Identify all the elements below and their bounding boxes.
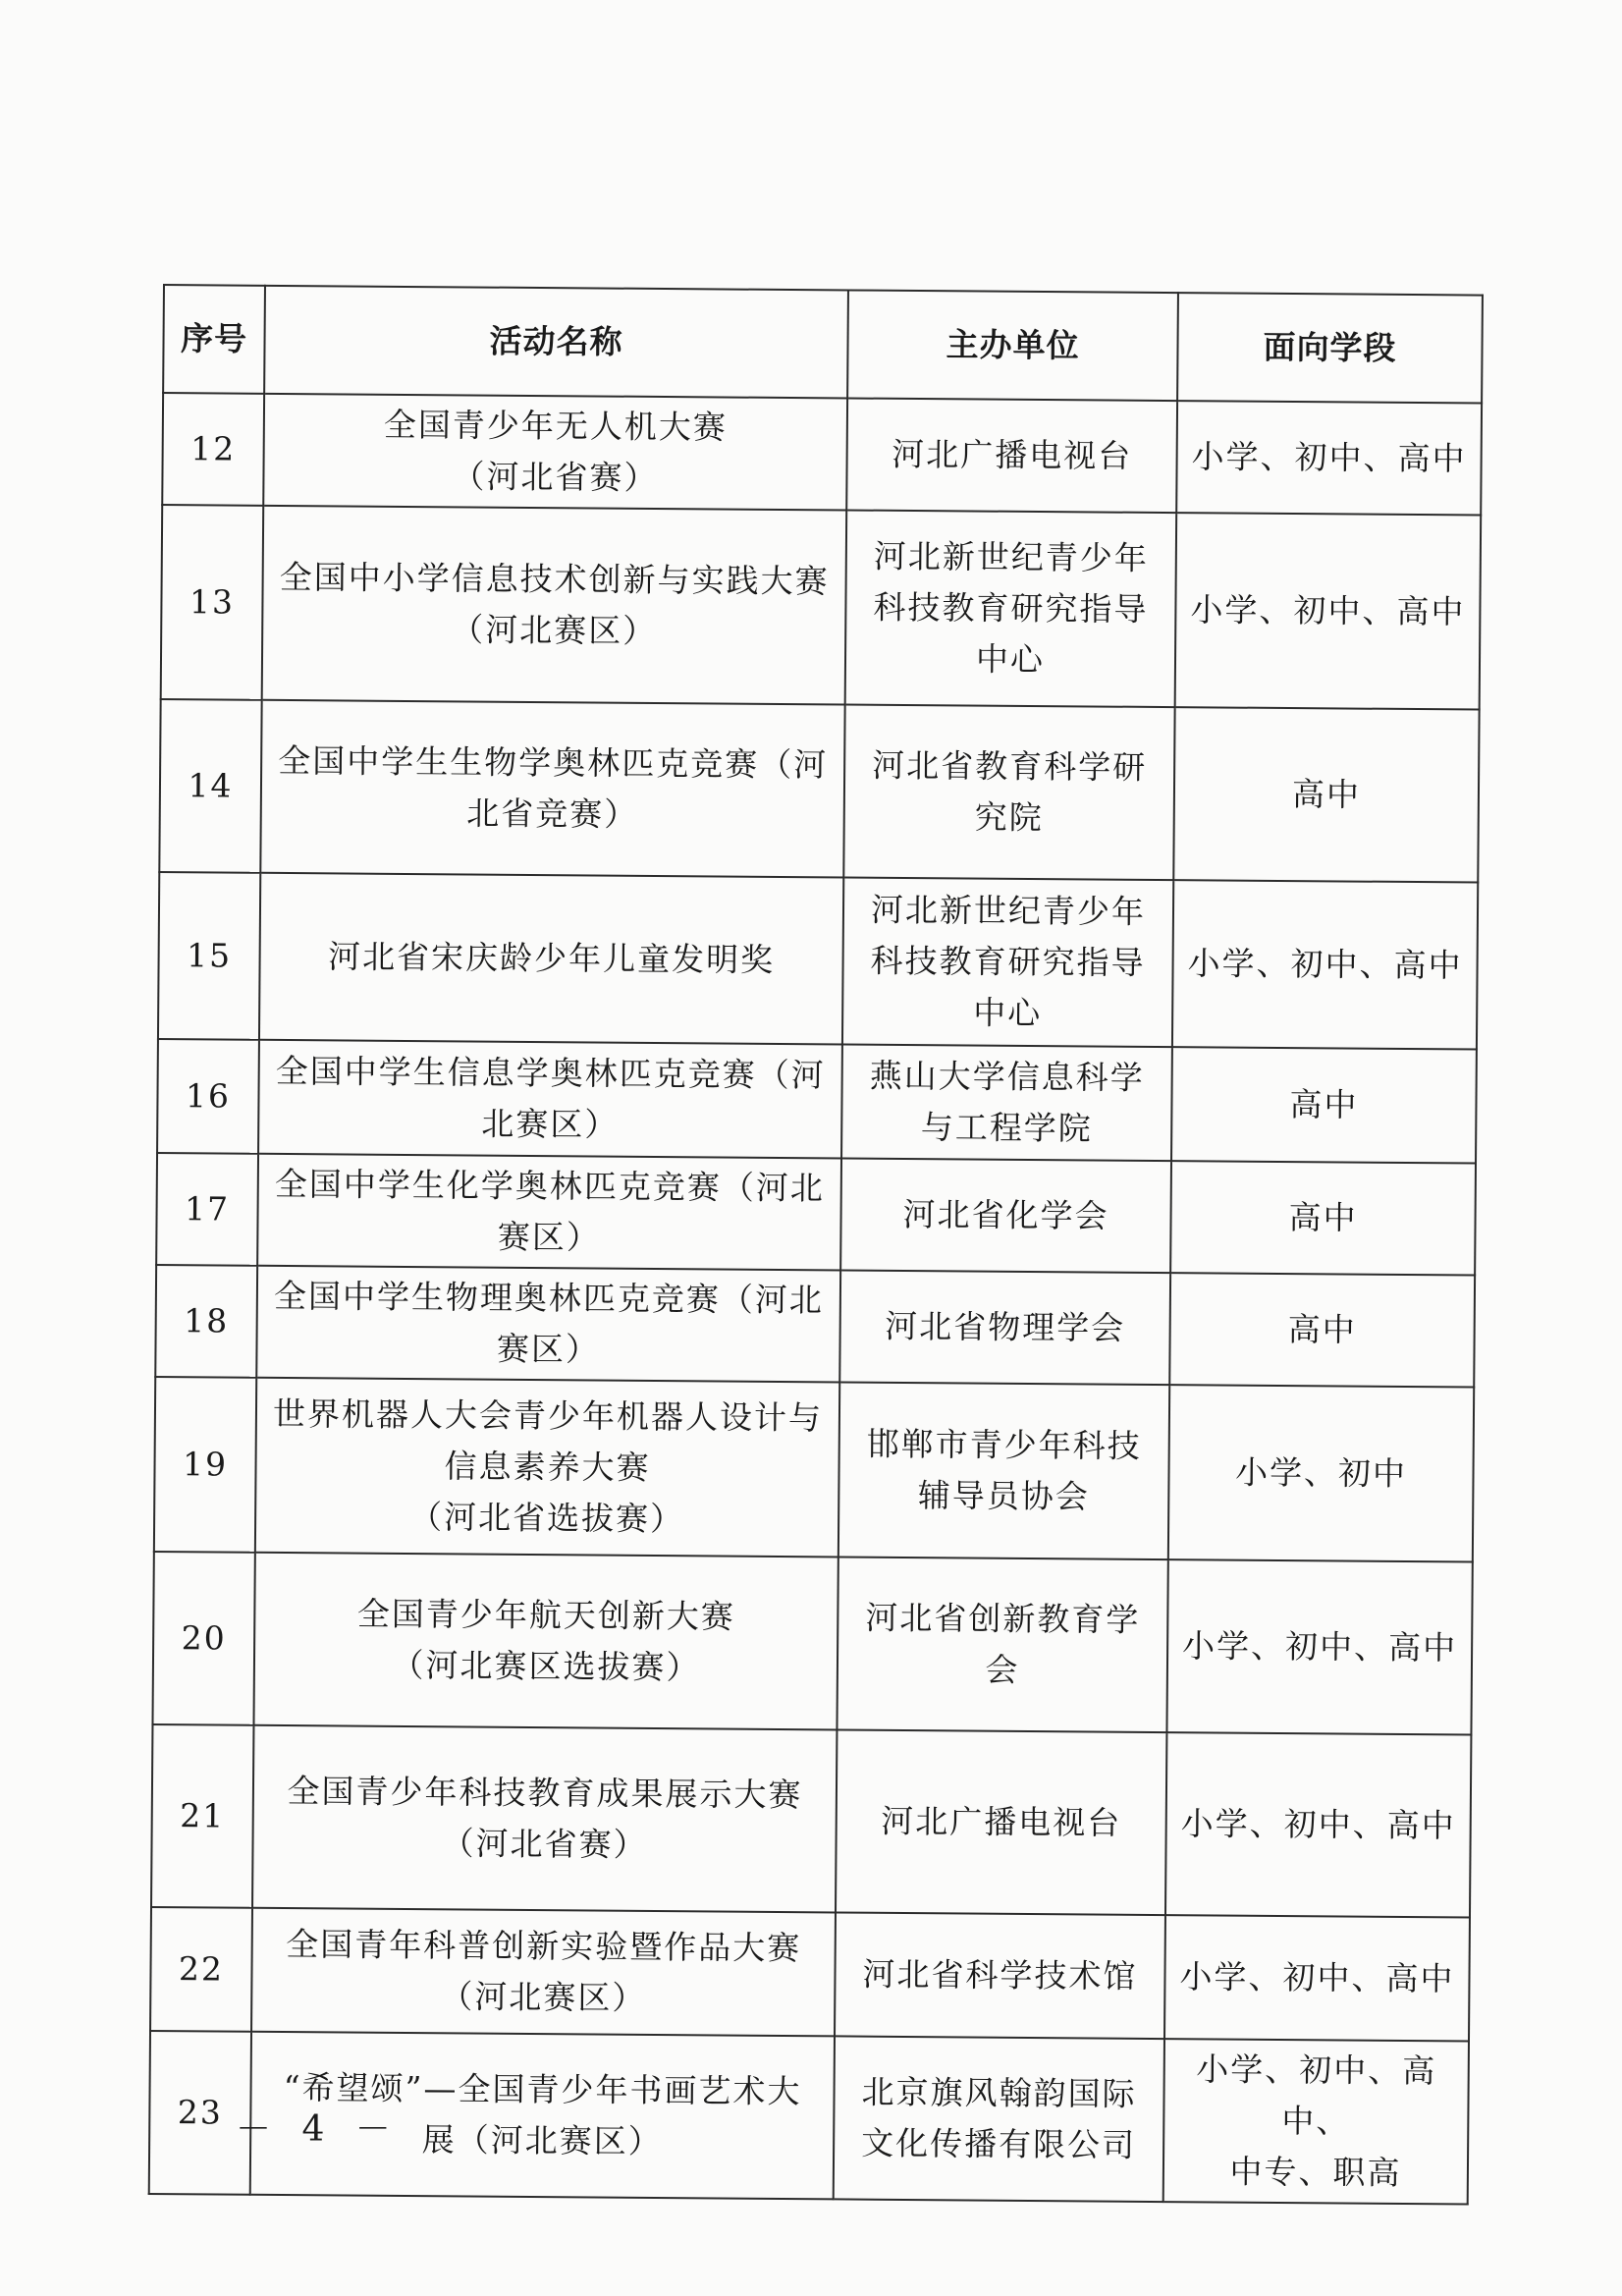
cell-activity-name-line: “希望颂”—全国青少年书画艺术大 [283,2068,802,2111]
cell-serial-number: 17 [156,1153,258,1266]
cell-activity-name-line: 全国中小学信息技术创新与实践大赛 [279,557,830,601]
cell-school-level [1170,1161,1476,1275]
cell-school-level-line: 小学、初中、高中、 [1196,2050,1437,2141]
cell-school-level [1171,1047,1477,1163]
cell-organizer-line: 河北新世纪青少年 [870,890,1147,931]
cell-organizer-line: 北京旗风翰韵国际 [861,2072,1137,2113]
cell-activity-name-line: 全国中学生物理奥林匹克竞赛（河北 [273,1276,825,1320]
cell-organizer-line: 河北省教育科学研 [872,745,1148,787]
cell-school-level [1163,2039,1469,2204]
activities-table [148,284,1484,2206]
cell-organizer-line: 河北省科学技术馆 [862,1954,1138,1995]
cell-organizer [843,704,1174,880]
cell-organizer [835,1912,1165,2039]
cell-organizer-line: 河北广播电视台 [881,1801,1122,1842]
cell-activity-name-line: 赛区） [497,1217,602,1257]
cell-activity-name [256,1266,840,1383]
cell-activity-name-line: 全国中学生化学奥林匹克竞赛（河北 [274,1164,825,1208]
cell-organizer [845,510,1177,707]
cell-organizer-line: 中心 [975,639,1046,680]
header-serial-number: 序号 [163,285,265,394]
cell-organizer-line: 科技教育研究指导 [873,587,1149,629]
cell-activity-name-line: （河北赛区） [451,610,658,650]
cell-organizer-line: 河北省化学会 [902,1194,1109,1235]
table-row [152,1552,1472,1735]
cell-organizer-line: 中心 [973,993,1043,1033]
cell-serial-number: 19 [154,1377,256,1553]
cell-school-level [1169,1273,1475,1387]
cell-school-level [1166,1559,1472,1734]
header-school-level: 面向学段 [1177,293,1483,403]
cell-organizer-line: 与工程学院 [920,1108,1093,1148]
table-row [158,872,1478,1050]
cell-activity-name-line: 赛区） [496,1329,601,1369]
cell-school-level-line: 小学、初中、高中 [1181,1626,1458,1667]
header-organizer: 主办单位 [847,290,1178,401]
cell-activity-name-line: 北省竞赛） [466,793,639,834]
table-row [151,1724,1471,1918]
cell-activity-name [259,873,843,1045]
cell-activity-name-line: 全国青少年无人机大赛 [383,405,729,447]
cell-activity-name-line: 展（河北赛区） [421,2120,663,2161]
table-row [156,1153,1476,1276]
cell-organizer-line: 邯郸市青少年科技 [866,1424,1142,1465]
table-body [149,393,1482,2204]
cell-serial-number: 13 [161,505,264,700]
table-row [154,1377,1474,1562]
cell-school-level [1173,707,1479,882]
cell-activity-name [251,1908,836,2037]
cell-school-level-line: 中专、职高 [1229,2152,1402,2192]
table-row [159,699,1479,883]
cell-serial-number: 15 [158,872,260,1040]
table-row [150,1907,1470,2042]
cell-school-level [1164,1915,1470,2041]
cell-organizer [838,1382,1169,1559]
cell-activity-name-line: 河北省宋庆龄少年儿童发明奖 [327,937,776,979]
cell-organizer [834,2036,1164,2202]
cell-school-level [1176,401,1482,515]
cell-activity-name [262,506,847,705]
page-number: － 4 － [236,2109,401,2150]
cell-serial-number: 20 [152,1552,254,1725]
cell-organizer-line: 究院 [974,797,1044,838]
cell-organizer-line: 科技教育研究指导 [870,941,1146,982]
cell-activity-name-line: （河北省赛） [452,457,659,497]
cell-activity-name-line: 全国中学生生物学奥林匹克竞赛（河 [278,740,829,785]
cell-school-level [1175,513,1482,709]
cell-school-level-line: 小学、初中、高中 [1180,1804,1456,1845]
cell-school-level-line: 小学、初中、高中 [1191,437,1467,478]
cell-organizer-line: 辅导员协会 [917,1476,1090,1516]
cell-school-level [1168,1385,1474,1561]
cell-organizer [836,1729,1166,1915]
cell-serial-number: 21 [151,1724,253,1908]
cell-serial-number: 22 [150,1907,252,2032]
table-row [157,1039,1477,1164]
table-row [162,393,1482,516]
cell-organizer [842,877,1173,1047]
cell-activity-name-line: 全国青少年科技教育成果展示大赛 [287,1772,803,1815]
cell-serial-number: 23 [149,2031,251,2195]
cell-activity-name-line: （河北赛区） [440,1977,647,2017]
cell-activity-name-line: （河北省赛） [441,1824,648,1864]
cell-activity-name-line: 全国中学生信息学奥林匹克竞赛（河 [275,1051,826,1095]
cell-organizer [839,1270,1170,1385]
cell-school-level-line: 高中 [1291,775,1362,814]
cell-school-level-line: 高中 [1287,1310,1357,1349]
cell-organizer [837,1557,1167,1732]
cell-activity-name-line: 全国青年科普创新实验暨作品大赛 [286,1925,802,1968]
cell-school-level-line: 高中 [1288,1198,1358,1237]
cell-activity-name-line: 信息素养大赛 [444,1447,651,1487]
cell-school-level-line: 小学、初中 [1234,1452,1408,1493]
cell-activity-name [257,1154,841,1271]
cell-school-level-line: 小学、初中、高中 [1179,1957,1455,1998]
cell-organizer-line: 河北广播电视台 [892,434,1133,475]
cell-activity-name [252,1725,837,1913]
cell-serial-number: 16 [157,1039,259,1154]
cell-serial-number: 12 [162,393,264,506]
cell-activity-name [255,1378,839,1558]
table-row [155,1265,1475,1388]
header-activity-name: 活动名称 [264,286,848,399]
cell-organizer-line: 燕山大学信息科学 [869,1056,1145,1097]
cell-activity-name-line: 北赛区） [481,1104,620,1144]
cell-organizer-line: 河北新世纪青少年 [873,536,1149,577]
cell-activity-name-line: （河北赛区选拔赛） [391,1645,701,1687]
cell-organizer-line: 文化传播有限公司 [861,2123,1137,2164]
table-header-row [163,285,1483,404]
cell-organizer-line: 河北省物理学会 [885,1306,1126,1347]
cell-school-level [1165,1732,1471,1917]
cell-serial-number: 18 [155,1265,257,1378]
cell-organizer-line: 会 [985,1650,1020,1689]
cell-school-level-line: 高中 [1289,1085,1359,1124]
cell-activity-name-line: （河北省选拔赛） [408,1498,685,1539]
cell-organizer-line: 河北省创新教育学 [865,1598,1141,1639]
cell-organizer [841,1044,1172,1161]
cell-organizer [846,398,1177,513]
cell-serial-number: 14 [159,699,261,873]
cell-school-level-line: 小学、初中、高中 [1190,590,1466,631]
cell-activity-name [260,700,844,878]
cell-school-level [1172,880,1478,1049]
cell-activity-name-line: 世界机器人大会青少年机器人设计与 [272,1394,824,1438]
cell-school-level-line: 小学、初中、高中 [1187,944,1463,985]
cell-organizer [840,1158,1171,1273]
cell-activity-name [253,1553,838,1730]
cell-activity-name [263,394,847,511]
cell-activity-name [258,1040,842,1159]
cell-activity-name-line: 全国青少年航天创新大赛 [356,1594,736,1636]
table-row [161,505,1482,710]
